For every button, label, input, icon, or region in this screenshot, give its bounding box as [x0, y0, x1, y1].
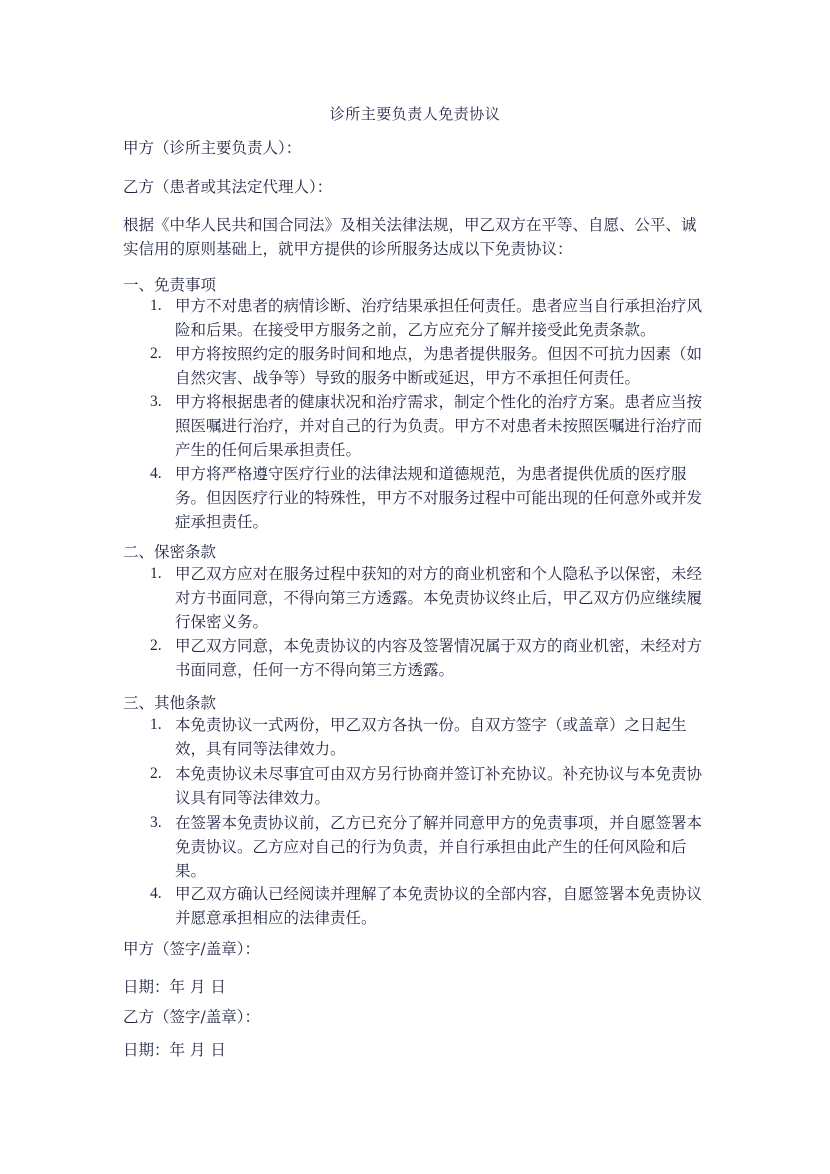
intro-paragraph: 根据《中华人民共和国合同法》及相关法律法规，甲乙双方在平等、自愿、公平、诚实信用的原则基础上，就甲方提供的诊所服务达成以下免责协议： — [123, 216, 697, 258]
party-a-signature: 甲方（签字/盖章）： — [123, 940, 260, 958]
item-text: 甲乙双方确认已经阅读并理解了本免责协议的全部内容，自愿签署本免责协议并愿意承担相应的法律责任。 — [175, 885, 703, 927]
section-1-heading: 一、免责事项 — [123, 276, 217, 294]
item-number: 1. — [150, 297, 162, 314]
section-3-item-3 — [150, 811, 710, 883]
item-text: 本免责协议未尽事宜可由双方另行协商并签订补充协议。补充协议与本免责协议具有同等法律效力。 — [175, 765, 703, 807]
party-b-date: 日期：年 月 日 — [123, 1041, 226, 1059]
section-3-item-4 — [150, 882, 710, 930]
item-text: 甲方将严格遵守医疗行业的法律法规和道德规范，为患者提供优质的医疗服务。但因医疗行业的特殊性，甲方不对服务过程中可能出现的任何意外或并发症承担责任。 — [175, 465, 703, 531]
section-3-item-1 — [150, 713, 710, 761]
item-text: 甲方不对患者的病情诊断、治疗结果承担任何责任。患者应当自行承担治疗风险和后果。在接受甲方服务之前，乙方应充分了解并接受此免责条款。 — [175, 297, 703, 339]
section-3-item-2 — [150, 762, 710, 810]
party-b-signature: 乙方（签字/盖章）： — [123, 1008, 260, 1026]
party-b-line: 乙方（患者或其法定代理人）： — [123, 178, 333, 196]
party-a-date: 日期：年 月 日 — [123, 978, 226, 996]
section-1-item-3 — [150, 390, 710, 462]
item-number: 2. — [150, 345, 162, 362]
item-number: 1. — [150, 565, 162, 582]
section-3-heading: 三、其他条款 — [123, 694, 217, 712]
item-number: 4. — [150, 885, 162, 902]
section-2-heading: 二、保密条款 — [123, 543, 217, 561]
item-number: 4. — [150, 465, 162, 482]
item-number: 1. — [150, 716, 162, 733]
section-1-item-1 — [150, 294, 710, 342]
section-1-item-2 — [150, 342, 710, 390]
section-1-item-4 — [150, 462, 710, 534]
item-text: 甲乙双方同意，本免责协议的内容及签署情况属于双方的商业机密，未经对方书面同意，任何一方不得向第三方透露。 — [175, 637, 703, 679]
item-text: 甲乙双方应对在服务过程中获知的对方的商业机密和个人隐私予以保密，未经对方书面同意，不得向第三方透露。本免责协议终止后，甲乙双方仍应继续履行保密义务。 — [175, 565, 703, 631]
item-number: 2. — [150, 765, 162, 782]
section-2-item-1 — [150, 562, 710, 634]
item-number: 2. — [150, 637, 162, 654]
document-title: 诊所主要负责人免责协议 — [329, 105, 501, 123]
section-2-item-2 — [150, 634, 710, 682]
item-text: 甲方将根据患者的健康状况和治疗需求，制定个性化的治疗方案。患者应当按照医嘱进行治疗，并对自己的行为负责。甲方不对患者未按照医嘱进行治疗而产生的任何后果承担责任。 — [175, 393, 703, 459]
item-text: 甲方将按照约定的服务时间和地点，为患者提供服务。但因不可抗力因素（如自然灾害、战争等）导致的服务中断或延迟，甲方不承担任何责任。 — [175, 345, 703, 387]
item-text: 本免责协议一式两份，甲乙双方各执一份。自双方签字（或盖章）之日起生效，具有同等法律效力。 — [175, 716, 687, 758]
item-number: 3. — [150, 393, 162, 410]
item-number: 3. — [150, 814, 162, 831]
item-text: 在签署本免责协议前，乙方已充分了解并同意甲方的免责事项，并自愿签署本免责协议。乙方应对自己的行为负责，并自行承担由此产生的任何风险和后果。 — [175, 814, 703, 880]
party-a-line: 甲方（诊所主要负责人）： — [123, 139, 302, 157]
